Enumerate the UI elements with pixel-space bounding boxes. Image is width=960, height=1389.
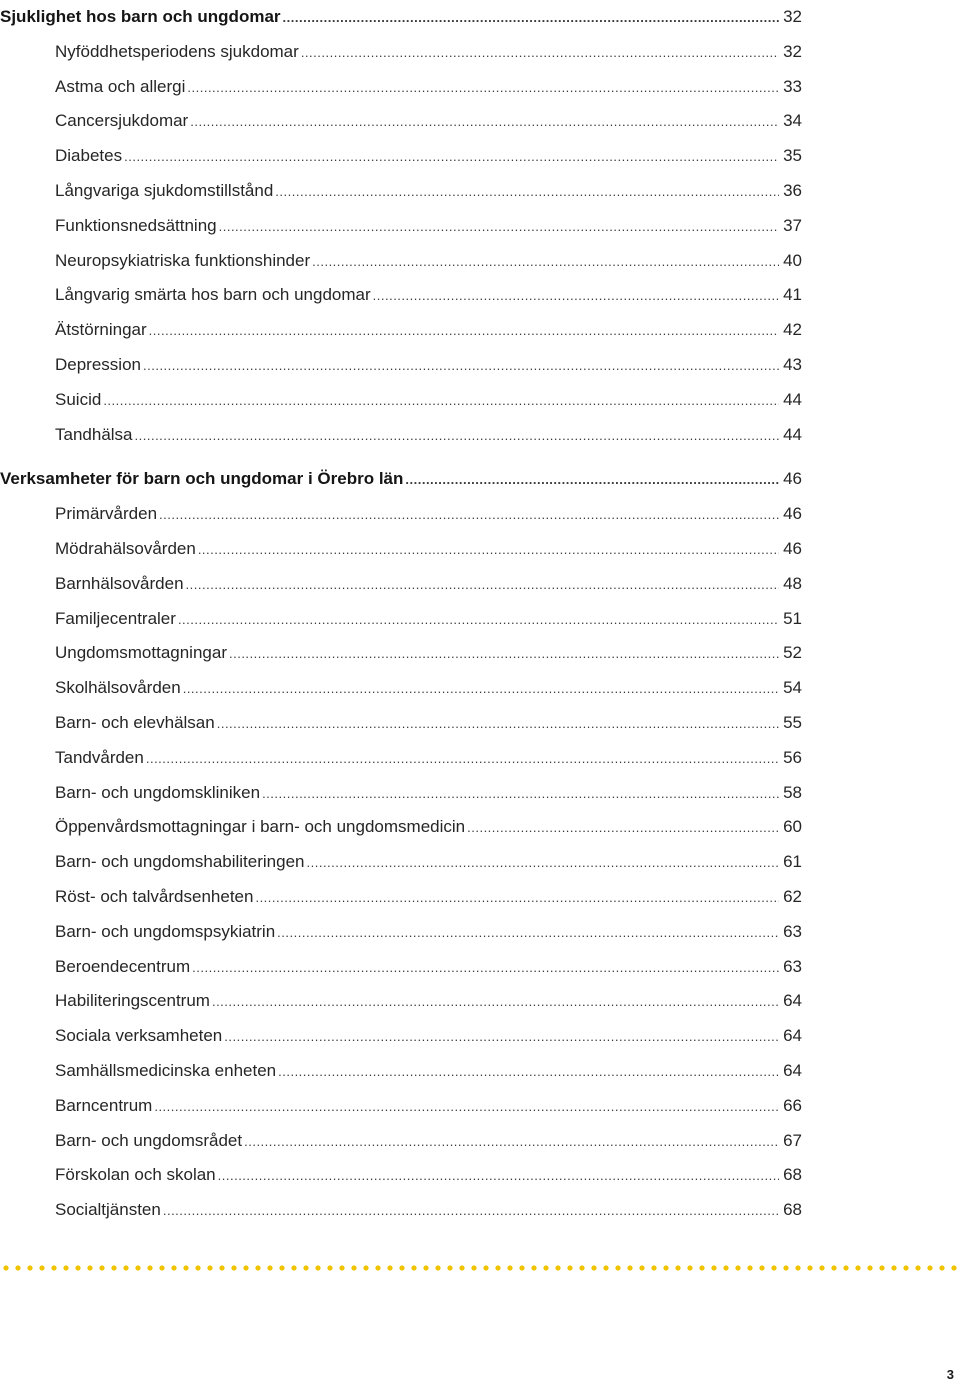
dot-leader [103,384,779,419]
toc-entry[interactable] [0,915,802,950]
dot-leader [186,568,780,603]
dot-leader [467,811,779,846]
toc-page-number: 60 [783,817,802,837]
dot-leader [143,349,779,384]
toc-entry[interactable] [0,741,802,776]
toc-entry-label: Samhällsmedicinska enheten [55,1060,277,1080]
dot-leader [277,916,779,951]
toc-entry-label: Barn- och elevhälsan [55,712,215,732]
toc-entry[interactable] [0,810,802,845]
toc-entry[interactable] [0,602,802,637]
toc-section-sjuklighet [0,0,802,452]
dot-leader [190,105,779,140]
toc-entry[interactable] [0,209,802,244]
toc-section-verksamheter [0,462,802,1228]
dot-leader [124,140,779,175]
dot-leader [159,498,779,533]
toc-page-number: 46 [783,469,802,489]
dot-leader [405,463,779,498]
toc-entry-label: Astma och allergi [55,76,186,96]
toc-page-number: 52 [783,643,802,663]
toc-page-number: 46 [783,504,802,524]
toc-page-number: 64 [783,991,802,1011]
toc-entry[interactable] [0,567,802,602]
toc-page-number: 34 [783,111,802,131]
toc-entry-label: Skolhälsovården [55,678,181,698]
toc-entry-label: Beroendecentrum [55,956,191,976]
toc-entry[interactable] [0,174,802,209]
dot-leader [312,245,779,280]
toc-page-number: 40 [783,250,802,270]
toc-entry[interactable] [0,845,802,880]
toc-page-number: 43 [783,354,802,374]
toc-page-number: 46 [783,538,802,558]
toc-heading-label: Sjuklighet hos barn och ungdomar [0,7,281,26]
toc-entry[interactable] [0,313,802,348]
toc-page-number: 42 [783,320,802,340]
toc-entry-label: Familjecentraler [55,608,176,628]
dot-leader [178,603,779,638]
toc-entry[interactable] [0,950,802,985]
dot-leader [212,985,779,1020]
toc-page-number: 32 [783,7,802,26]
dot-leader [262,777,779,812]
toc-entry[interactable] [0,880,802,915]
toc-entry[interactable] [0,35,802,70]
toc-entry-label: Primärvården [55,504,158,524]
dotted-divider [0,1264,960,1272]
toc-entry[interactable] [0,1019,802,1054]
toc-entry[interactable] [0,278,802,313]
dot-leader [217,707,779,742]
toc-entry[interactable] [0,1054,802,1089]
dot-leader [163,1194,779,1229]
toc-page-number: 62 [783,886,802,906]
toc-entry-label: Socialtjänsten [55,1200,161,1220]
toc-entry-label: Mödrahälsovården [55,538,196,558]
toc-entry-label: Långvarig smärta hos barn och ungdomar [55,285,371,305]
toc-entry-label: Barn- och ungdomspsykiatrin [55,921,276,941]
toc-page-number: 55 [783,712,802,732]
toc-page-number: 64 [783,1060,802,1080]
toc-entry-label: Cancersjukdomar [55,111,189,131]
toc-page-number: 37 [783,215,802,235]
toc-entry[interactable] [0,1124,802,1159]
toc-page-number: 56 [783,747,802,767]
toc-heading[interactable] [0,462,802,497]
toc-entry-label: Suicid [55,389,102,409]
toc-entry[interactable] [0,636,802,671]
toc-entry[interactable] [0,139,802,174]
toc-entry-label: Öppenvårdsmottagningar i barn- och ungdomsmedicin [55,817,466,837]
toc-page-number: 44 [783,424,802,444]
toc-page-number: 35 [783,146,802,166]
toc-page-number: 54 [783,678,802,698]
toc-page-number: 63 [783,921,802,941]
dot-leader [283,1,780,36]
toc-entry-label: Nyföddhetsperiodens sjukdomar [55,41,299,61]
dot-leader [301,36,779,71]
dot-leader [198,533,779,568]
toc-entry-label: Barn- och ungdomsrådet [55,1130,243,1150]
toc-heading-label: Verksamheter för barn och ungdomar i Örebro län [0,469,404,489]
toc-entry-label: Långvariga sjukdomstillstånd [55,180,274,200]
toc-page-number: 67 [783,1130,802,1150]
toc-entry-label: Depression [55,354,141,374]
toc-entry-label: Röst- och talvårdsenheten [55,886,254,906]
dot-leader [307,846,780,881]
toc-page-number: 48 [783,573,802,593]
toc-entry[interactable] [0,706,802,741]
dot-leader [244,1125,779,1160]
dot-leader [219,210,779,245]
toc-page-number: 36 [783,180,802,200]
toc-entry[interactable] [0,1193,802,1228]
toc-page-number: 68 [783,1165,802,1185]
dot-leader [229,637,779,672]
toc-entry[interactable] [0,1158,802,1193]
toc-page-number: 44 [783,389,802,409]
dot-leader [146,742,779,777]
toc-page-number: 58 [783,782,802,802]
toc-entry[interactable] [0,984,802,1019]
toc-entry[interactable] [0,383,802,418]
toc-entry-label: Tandvården [55,747,144,767]
dot-leader [135,419,780,454]
toc-page-number: 68 [783,1200,802,1220]
toc-entry[interactable] [0,1089,802,1124]
toc-entry[interactable] [0,418,802,453]
dot-leader [154,1090,779,1125]
toc-page-number: 51 [783,608,802,628]
toc-entry[interactable] [0,104,802,139]
page-number: 3 [946,1367,954,1382]
dot-leader [183,672,779,707]
toc-page-number: 63 [783,956,802,976]
toc-page-number: 41 [783,285,802,305]
dot-leader [255,881,779,916]
toc-entry-label: Neuropsykiatriska funktionshinder [55,250,311,270]
toc-entry[interactable] [0,671,802,706]
toc-entry-label: Sociala verksamheten [55,1026,223,1046]
dot-leader [224,1020,779,1055]
toc-entry[interactable] [0,776,802,811]
toc-entry-label: Barncentrum [55,1095,153,1115]
toc-entry[interactable] [0,532,802,567]
toc-page-number: 61 [783,852,802,872]
toc-entry[interactable] [0,244,802,279]
dot-leader [187,71,779,106]
toc-page-number: 33 [783,76,802,96]
toc-entry-label: Tandhälsa [55,424,133,444]
toc-entry[interactable] [0,497,802,532]
toc-heading[interactable] [0,0,802,35]
toc-entry-label: Barn- och ungdomskliniken [55,782,261,802]
dot-leader [373,279,779,314]
dot-leader [192,951,779,986]
toc-entry-label: Ätstörningar [55,320,147,340]
toc-entry[interactable] [0,348,802,383]
dot-leader [275,175,779,210]
toc-entry-label: Förskolan och skolan [55,1165,216,1185]
toc-page-number: 66 [783,1095,802,1115]
toc-entry-label: Habiliteringscentrum [55,991,210,1011]
dot-leader [218,1159,779,1194]
toc-entry-label: Barn- och ungdomshabiliteringen [55,852,305,872]
dot-leader [278,1055,779,1090]
toc-entry-label: Diabetes [55,146,123,166]
toc-entry-label: Barnhälsovården [55,573,184,593]
toc-entry-label: Funktionsnedsättning [55,215,217,235]
dot-leader [149,314,779,349]
toc-entry[interactable] [0,70,802,105]
toc-entry-label: Ungdomsmottagningar [55,643,227,663]
toc-page-number: 32 [783,41,802,61]
toc-page-number: 64 [783,1026,802,1046]
